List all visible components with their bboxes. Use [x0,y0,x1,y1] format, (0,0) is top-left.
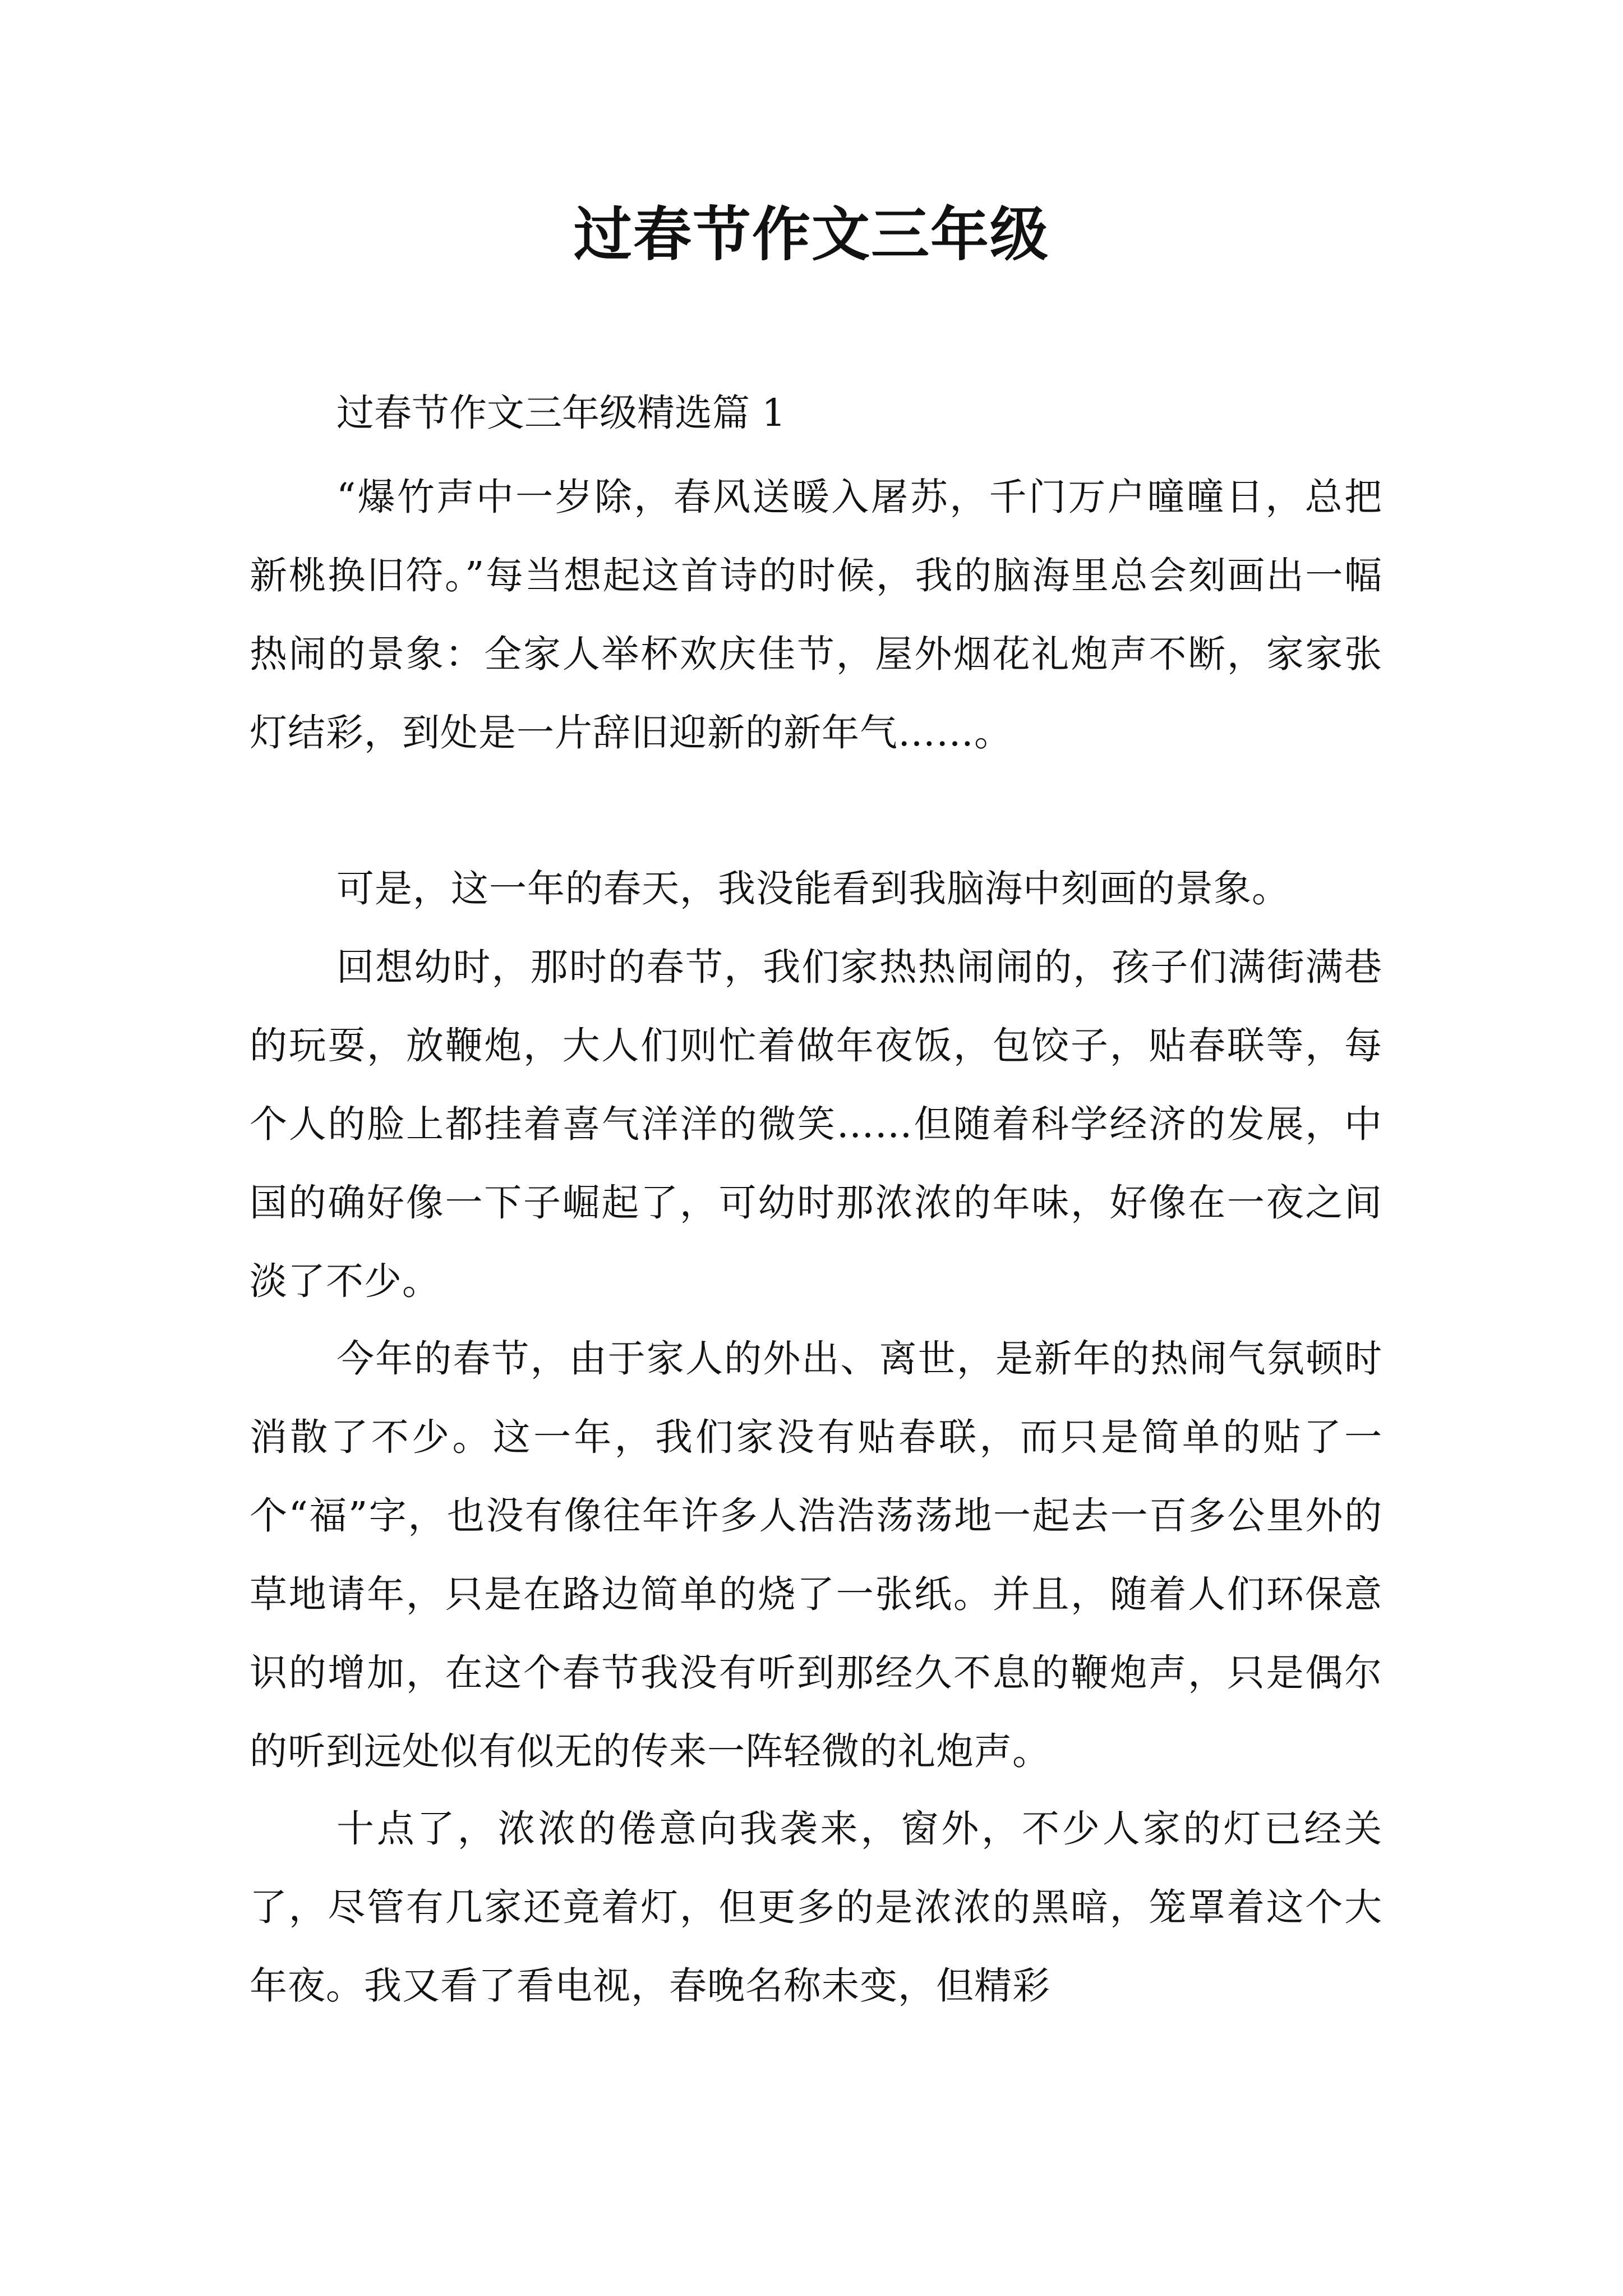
paragraph-4: 今年的春节，由于家人的外出、离世，是新年的热闹气氛顿时消散了不少。这一年，我们家没有贴春联，而只是简单的贴了一个“福”字，也没有像往年许多人浩浩荡荡地一起去一百多公里外的草地请年，只是在路边简单的烧了一张纸。并且，随着人们环保意识的增加，在这个春节我没有听到那经久不息的鞭炮声，只是偶尔的听到远处似有似无的传来一阵轻微的礼炮声。 [250,1337,1382,1773]
page-title: 过春节作文三年级 [573,200,1049,269]
paragraph-5: 十点了，浓浓的倦意向我袭来，窗外，不少人家的灯已经关了，尽管有几家还竟着灯，但更多的是浓浓的黑暗，笼罩着这个大年夜。我又看了看电视，春晚名称未变，但精彩 [250,1807,1382,2008]
paragraph-3: 回想幼时，那时的春节，我们家热热闹闹的，孩子们满街满巷的玩耍，放鞭炮，大人们则忙着做年夜饭，包饺子，贴春联等，每个人的脸上都挂着喜气洋洋的微笑……但随着科学经济的发展，中国的确好像一下子崛起了，可幼时那浓浓的年味，好像在一夜之间淡了不少。 [250,945,1382,1303]
paragraph-2: 可是，这一年的春天，我没能看到我脑海中刻画的景象。 [336,867,1290,910]
section-heading: 过春节作文三年级精选篇 1 [336,391,786,435]
paragraph-1: “爆竹声中一岁除，春风送暖入屠苏，千门万户曈曈日，总把新桃换旧符。”每当想起这首诗的时候，我的脑海里总会刻画出一幅热闹的景象：全家人举杯欢庆佳节，屋外烟花礼炮声不断，家家张灯结彩，到处是一片辞旧迎新的新年气……。 [250,475,1382,754]
